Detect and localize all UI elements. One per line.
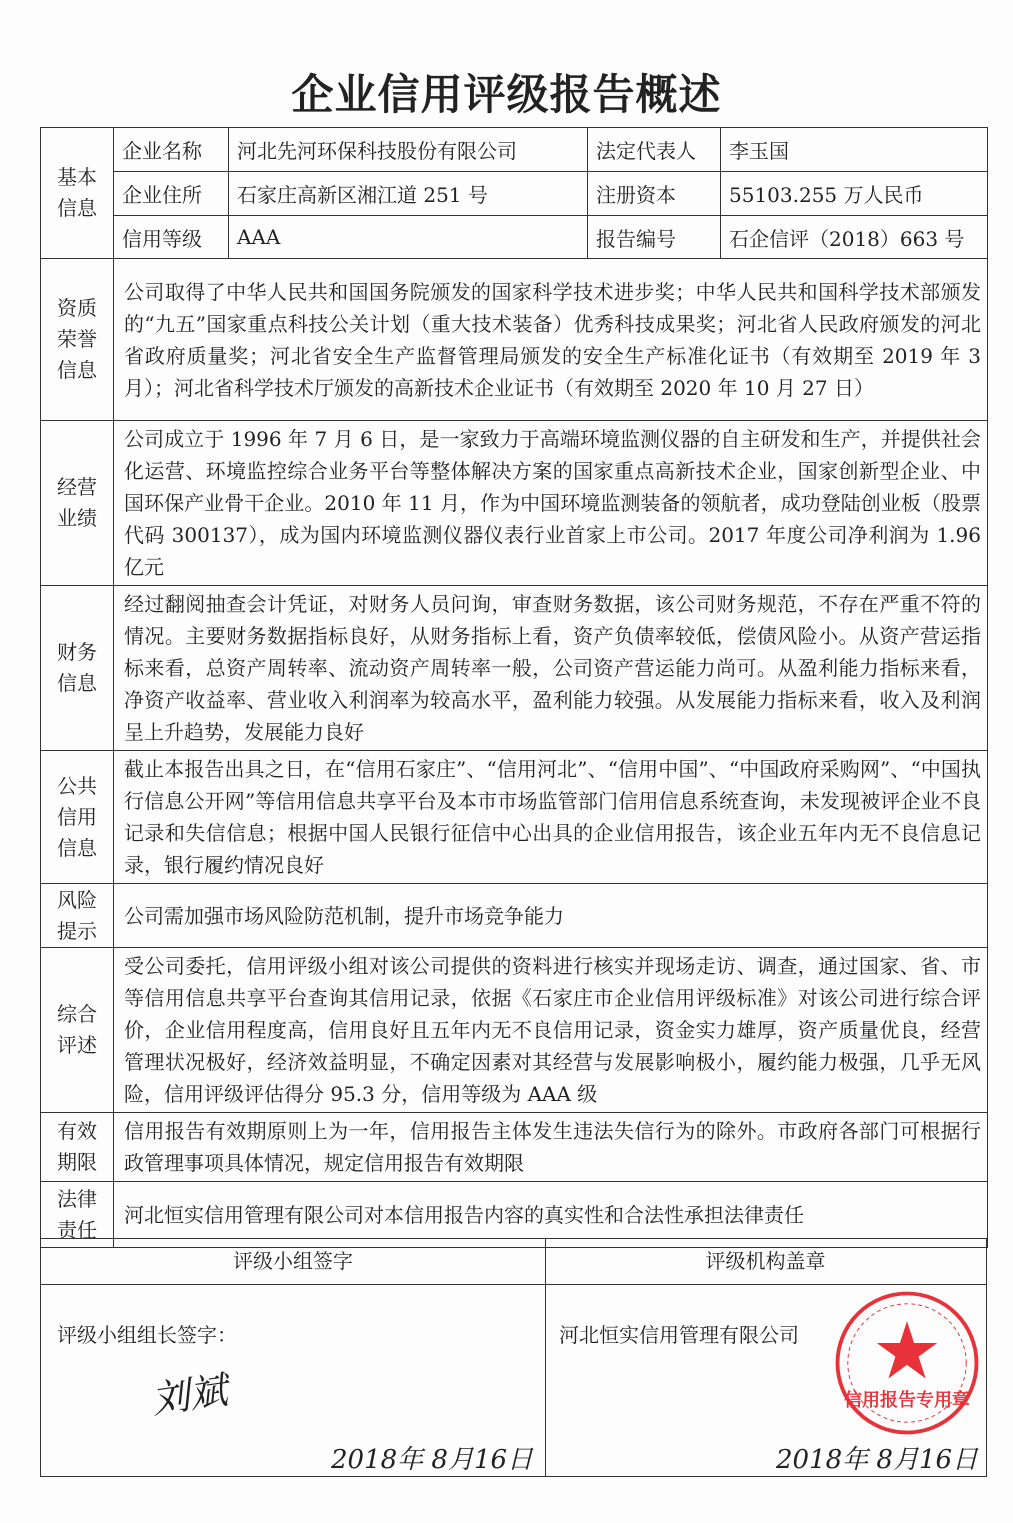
section-text: 受公司委托，信用评级小组对该公司提供的资料进行核实并现场走访、调查，通过国家、省、市等信用信息共享平台查询其信用记录，依据《石家庄市企业信用评级标准》对该公司进行综合评价，企业信用程度高，信用良好且五年内无不良信用记录，资金实力雄厚，资产质量优良，经营管理状况极好，经济效益明显，不确定因素对其经营与发展影响极小，履约能力极强，几乎无风险，信用评级评估得分 95.3 分，信用等级为 AAA 级 <box>114 948 988 1113</box>
section-text: 截止本报告出具之日，在“信用石家庄”、“信用河北”、“信用中国”、“中国政府采购网”、“中国执行信息公开网”等信用信息共享平台及本市市场监管部门信用信息系统查询，未发现被评企业不良记录和失信信息；根据中国人民银行征信中心出具的企业信用报告，该企业五年内无不良信息记录，银行履约情况良好 <box>114 751 988 884</box>
report-no: 石企信评（2018）663 号 <box>721 216 988 259</box>
section-text: 公司取得了中华人民共和国国务院颁发的国家科学技术进步奖；中华人民共和国科学技术部颁发的“九五”国家重点科技公关计划（重大技术装备）优秀科技成果奖；河北省人民政府颁发的河北省政府质量奖；河北省安全生产监督管理局颁发的安全生产标准化证书（有效期至 2019 年 3 月）；河北省科学技术厅颁发的高新技术企业证书（有效期至 2020 年 10 月 27 日） <box>114 259 988 421</box>
section-text: 公司需加强市场风险防范机制，提升市场竞争能力 <box>114 884 988 948</box>
company-name-label: 企业名称 <box>114 128 229 172</box>
official-seal-icon <box>833 1289 981 1437</box>
report-table <box>40 127 988 1248</box>
address-label: 企业住所 <box>114 172 229 216</box>
rating-agency-seal-header: 评级机构盖章 <box>545 1239 986 1285</box>
section-label: 资质荣誉信息 <box>41 259 114 421</box>
section-label: 有效期限 <box>41 1113 114 1182</box>
page-title: 企业信用评级报告概述 <box>291 70 722 119</box>
section-text: 信用报告有效期原则上为一年，信用报告主体发生违法失信行为的除外。市政府各部门可根据行政管理事项具体情况，规定信用报告有效期限 <box>114 1113 988 1182</box>
section-label: 风险提示 <box>41 884 114 948</box>
signature-section <box>40 1238 987 1477</box>
section-label: 经营业绩 <box>41 421 114 586</box>
team-sign-date: 2018年 8月16日 <box>331 1445 534 1475</box>
section-text: 河北恒实信用管理有限公司对本信用报告内容的真实性和合法性承担法律责任 <box>114 1182 988 1248</box>
section-text: 公司成立于 1996 年 7 月 6 日，是一家致力于高端环境监测仪器的自主研发和生产，并提供社会化运营、环境监控综合业务平台等整体解决方案的国家重点高新技术企业，国家创新型企业、中国环保产业骨干企业。2010 年 11 月，作为中国环境监测装备的领航者，成功登陆创业板（股票代码 300137），成为国内环境监测仪器仪表行业首家上市公司。2017 年度公司净利润为 1.96 亿元 <box>114 421 988 586</box>
seal-center-text: 信用报告专用章 <box>844 1390 970 1411</box>
rating-team-signature-header: 评级小组签字 <box>41 1239 545 1285</box>
capital-label: 注册资本 <box>588 172 721 216</box>
section-label: 财务信息 <box>41 586 114 751</box>
divider <box>545 1239 546 1476</box>
company-name: 河北先河环保科技股份有限公司 <box>229 128 588 172</box>
capital: 55103.255 万人民币 <box>721 172 988 216</box>
section-text: 经过翻阅抽查会计凭证，对财务人员问询，审查财务数据，该公司财务规范，不存在严重不符的情况。主要财务数据指标良好，从财务指标上看，资产负债率较低，偿债风险小。从资产营运指标来看，总资产周转率、流动资产周转率一般，公司资产营运能力尚可。从盈利能力指标来看，净资产收益率、营业收入利润率为较高水平，盈利能力较强。从发展能力指标来看，收入及利润呈上升趋势，发展能力良好 <box>114 586 988 751</box>
legal-rep: 李玉国 <box>721 128 988 172</box>
basic-info-label: 基本信息 <box>41 128 114 259</box>
agency-name: 河北恒实信用管理有限公司 <box>559 1323 799 1347</box>
credit-grade: AAA <box>229 216 588 259</box>
agency-sign-date: 2018年 8月16日 <box>776 1445 979 1475</box>
team-leader-signature-label: 评级小组组长签字： <box>57 1323 237 1347</box>
legal-rep-label: 法定代表人 <box>588 128 721 172</box>
address: 石家庄高新区湘江道 251 号 <box>229 172 588 216</box>
section-label: 法律责任 <box>41 1182 114 1248</box>
section-label: 综合评述 <box>41 948 114 1113</box>
credit-grade-label: 信用等级 <box>114 216 229 259</box>
handwritten-signature: 刘斌 <box>148 1367 231 1423</box>
section-label: 公共信用信息 <box>41 751 114 884</box>
report-no-label: 报告编号 <box>588 216 721 259</box>
